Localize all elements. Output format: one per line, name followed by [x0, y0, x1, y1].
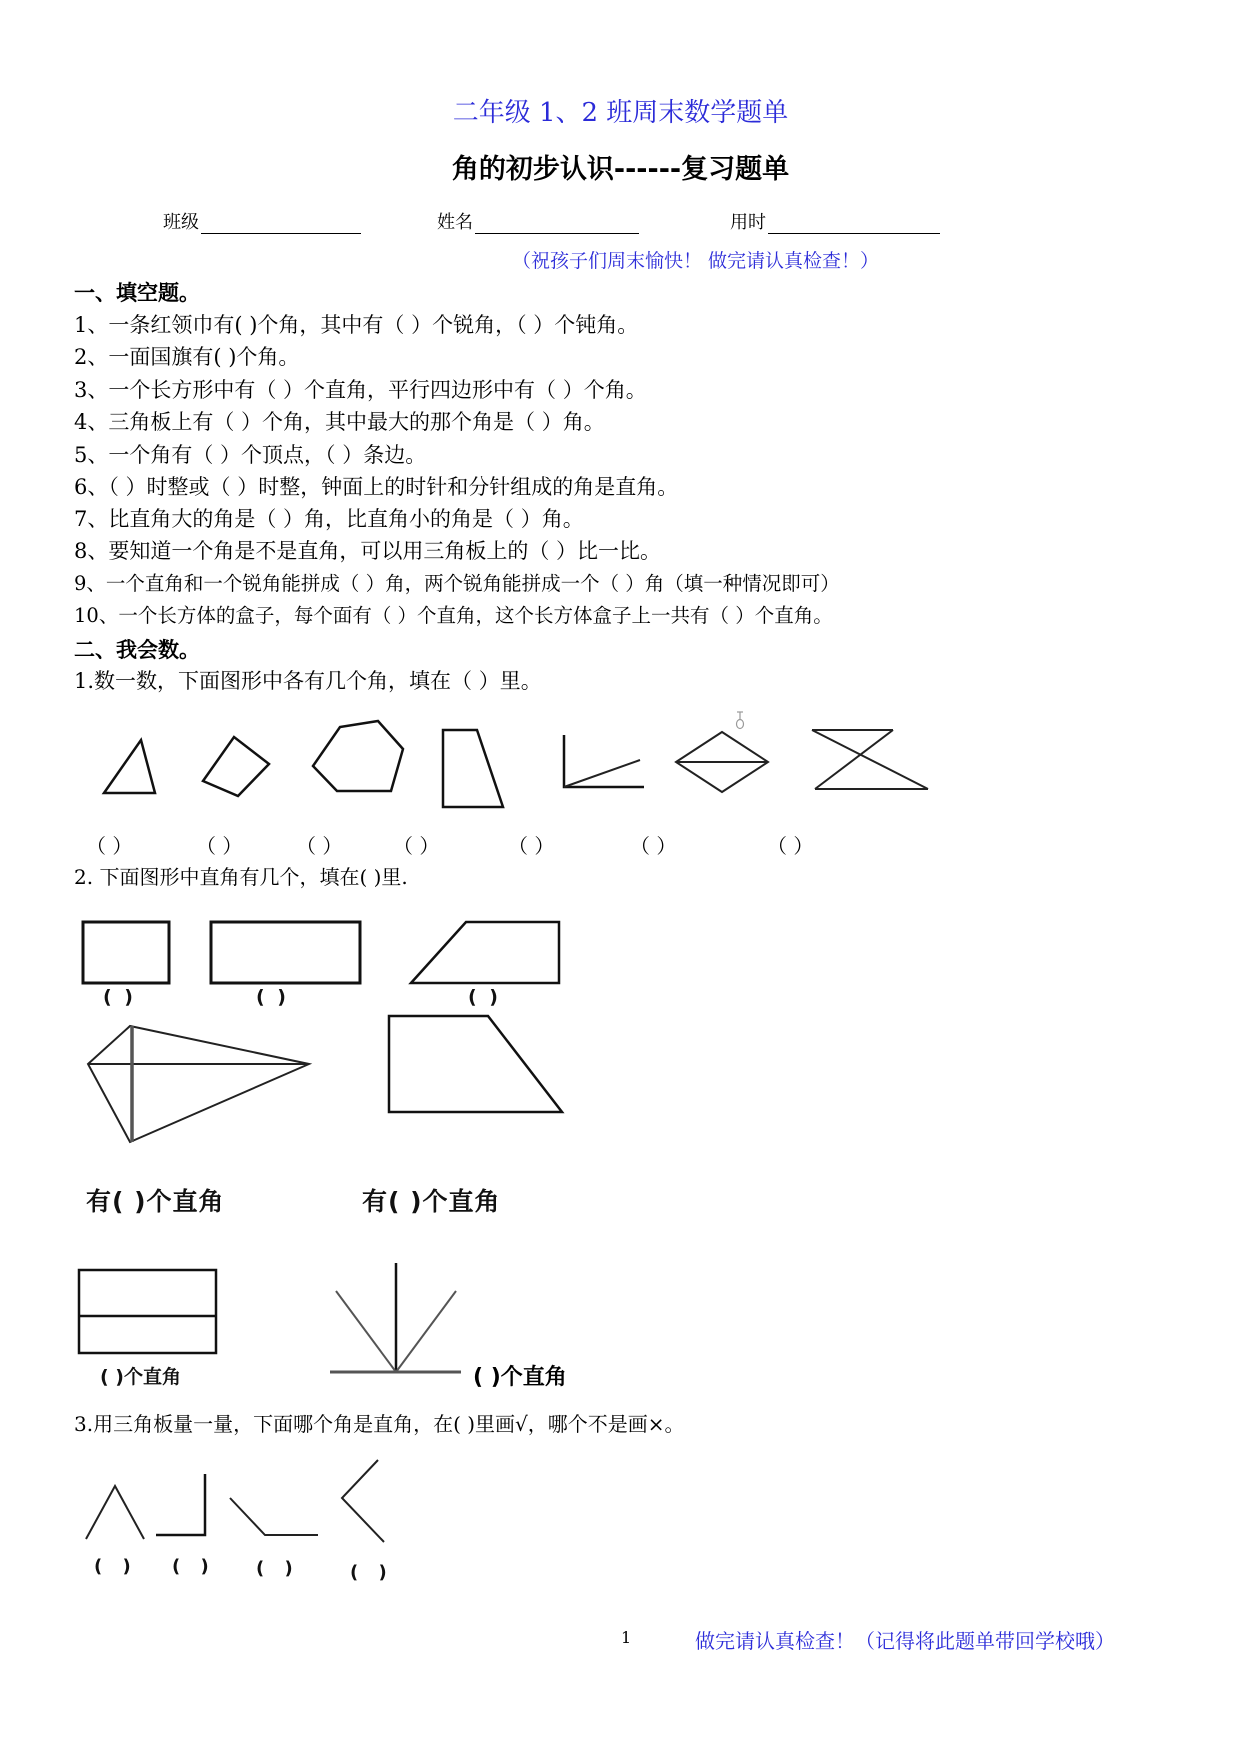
footer-note: 做完请认真检查！（记得将此题单带回学校哦）	[695, 1629, 1115, 1653]
count-angles-prompt: 1.数一数，下面图形中各有几个角，填在（ ）里。	[74, 669, 542, 693]
question-2: 2、一面国旗有( )个角。	[74, 345, 300, 369]
obtuse-angle-icon	[230, 1498, 318, 1535]
name-field[interactable]	[437, 208, 639, 234]
trapezoid-right-icon	[389, 1016, 562, 1112]
question-4: 4、三角板上有（ ）个角，其中最大的那个角是（ ）角。	[74, 410, 605, 434]
split-rectangle-icon	[79, 1270, 216, 1353]
worksheet-top-title: 二年级 1、2 班周末数学题单	[452, 98, 789, 128]
measure-angles-prompt: 3.用三角板量一量，下面哪个角是直角，在( )里画√，哪个不是画×。	[74, 1412, 685, 1436]
right-angle-answer-blank[interactable]: ( )	[172, 1556, 216, 1577]
page-number: 1	[621, 1628, 632, 1647]
hexagon-icon	[313, 721, 403, 791]
shape-5-answer-blank[interactable]: （ ）	[508, 834, 555, 858]
trapezoid-caption: 有( )个直角	[362, 1187, 501, 1216]
right-trapezoid-answer-blank[interactable]: ( )	[468, 986, 501, 1008]
section1-heading: 一、填空题。	[74, 281, 200, 305]
worksheet-main-title: 角的初步认识------复习题单	[451, 154, 790, 185]
name-field-line[interactable]	[475, 215, 639, 234]
name-field-label: 姓名	[437, 212, 473, 233]
kite-icon	[88, 1026, 309, 1142]
shape-4-answer-blank[interactable]: （ ）	[393, 834, 440, 858]
wide-rectangle-answer-blank[interactable]: ( )	[256, 986, 289, 1008]
question-5: 5、一个角有（ ）个顶点，（ ）条边。	[74, 443, 427, 467]
question-1: 1、一条红领巾有( )个角，其中有（ ）个锐角，（ ）个钝角。	[74, 313, 639, 337]
split-rectangle-caption: ( )个直角	[100, 1366, 181, 1388]
trapezoid-icon	[443, 730, 503, 807]
shape-1-answer-blank[interactable]: （ ）	[86, 834, 133, 858]
count-angles-figures	[0, 700, 1241, 820]
question-7: 7、比直角大的角是（ ）角，比直角小的角是（ ）角。	[74, 507, 584, 531]
time-field-line[interactable]	[768, 215, 940, 234]
wish-note: （祝孩子们周末愉快！ 做完请认真检查！）	[511, 250, 880, 272]
hourglass-icon	[812, 730, 928, 789]
section2-heading: 二、我会数。	[74, 638, 200, 662]
time-field-label: 用时	[730, 212, 766, 233]
right-angles-prompt: 2. 下面图形中直角有几个，填在( )里.	[74, 865, 408, 889]
right-trapezoid-icon	[411, 922, 559, 983]
question-8: 8、要知道一个角是不是直角，可以用三角板上的（ ）比一比。	[74, 539, 662, 563]
right-angle-icon	[156, 1474, 205, 1535]
acute-angle-icon	[86, 1486, 144, 1539]
class-field[interactable]	[163, 208, 361, 234]
left-angle-answer-blank[interactable]: ( )	[350, 1562, 394, 1583]
question-10: 10、一个长方体的盒子，每个面有（ ）个直角，这个长方体盒子上一共有（ ）个直角。	[74, 604, 833, 627]
shape-6-answer-blank[interactable]: （ ）	[630, 834, 677, 858]
two-angles-icon	[564, 735, 644, 787]
quadrilateral-icon	[203, 737, 269, 796]
wide-rectangle-icon	[211, 922, 360, 983]
acute-angle-answer-blank[interactable]: ( )	[94, 1556, 138, 1577]
question-3: 3、一个长方形中有（ ）个直角，平行四边形中有（ ）个角。	[74, 378, 647, 402]
left-angle-icon	[342, 1460, 384, 1542]
class-field-line[interactable]	[201, 215, 361, 234]
question-9: 9、一个直角和一个锐角能拼成（ ）角，两个锐角能拼成一个（ ）角（填一种情况即可）	[74, 572, 840, 595]
right-angle-figures-row3	[0, 1250, 1241, 1380]
shape-7-answer-blank[interactable]: （ ）	[767, 834, 814, 858]
obtuse-angle-answer-blank[interactable]: ( )	[256, 1558, 300, 1579]
class-field-label: 班级	[163, 212, 199, 233]
kite-caption: 有( )个直角	[86, 1187, 225, 1216]
shape-2-answer-blank[interactable]: （ ）	[196, 834, 243, 858]
shape-3-answer-blank[interactable]: （ ）	[296, 834, 343, 858]
fan-lines-icon	[330, 1263, 461, 1372]
small-rectangle-answer-blank[interactable]: ( )	[103, 986, 136, 1008]
time-field[interactable]	[730, 208, 940, 234]
small-rectangle-icon	[83, 922, 169, 983]
question-6: 6、（ ）时整或（ ）时整，钟面上的时针和分针组成的角是直角。	[74, 475, 679, 499]
fan-lines-caption: ( )个直角	[473, 1365, 567, 1390]
triangle-icon	[104, 740, 155, 793]
rhombus-icon	[676, 712, 768, 792]
